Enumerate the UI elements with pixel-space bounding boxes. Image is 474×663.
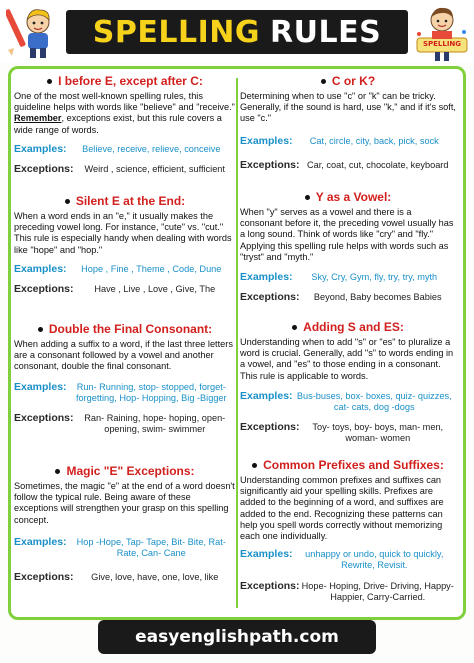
- exceptions-row: Exceptions: Have , Live , Love , Give, The: [14, 283, 216, 296]
- examples-row: Examples: Run- Running, stop- stopped, forget- forgetting, Hop- Hopping, Big -Bigger: [14, 380, 227, 403]
- rule-description: One of the most well-known spelling rules, this guideline helps with words like "believe" and "receive." Remember, exceptions exist, but this rule covers a wide range of words.: [14, 91, 235, 135]
- header: [0, 0, 474, 62]
- bullet-icon: [47, 79, 52, 84]
- rule-description: Determining when to use "c" or "k" can be tricky. Generally, if the sound is hard, use "k," and if it's soft, use "c.": [240, 91, 456, 124]
- rule-double-final-consonant: [14, 322, 236, 435]
- title-part2: RULES: [270, 14, 382, 50]
- exceptions-row: Exceptions: Toy- toys, boy- boys, man- men, woman- women: [240, 421, 444, 444]
- exceptions-row: Exceptions: Weird , science, efficient, sufficient: [14, 163, 225, 176]
- rule-c-or-k: [240, 74, 456, 171]
- rule-description: Sometimes, the magic "e" at the end of a word doesn't follow the typical rule. Being aware of these exceptions will strengthen your grasp on this spelling concept.: [14, 481, 235, 525]
- bullet-icon: [65, 199, 70, 204]
- rule-prefixes-suffixes: [240, 458, 456, 603]
- bullet-icon: [305, 195, 310, 200]
- examples-row: Examples: Believe, receive, relieve, conceive: [14, 142, 221, 155]
- rule-silent-e: [14, 194, 236, 295]
- title-banner: [66, 10, 408, 54]
- column-divider: [236, 78, 238, 608]
- child-with-sign-illustration: [414, 4, 470, 62]
- sign-caption: SPELLING: [422, 40, 462, 48]
- examples-row: Examples: Hope , Fine , Theme , Code, Dune: [14, 262, 222, 275]
- rule-i-before-e: [14, 74, 236, 175]
- rule-heading: Magic "E" Exceptions:: [14, 464, 236, 478]
- rule-heading: I before E, except after C:: [14, 74, 236, 88]
- examples-row: Examples: Cat, circle, city, back, pick, sock: [240, 134, 439, 147]
- rule-heading: Y as a Vowel:: [240, 190, 456, 204]
- bullet-icon: [55, 469, 60, 474]
- exceptions-row: Exceptions: Hope- Hoping, Drive- Driving, Happy- Happier, Carry-Carried.: [240, 579, 454, 602]
- rule-heading: Silent E at the End:: [14, 194, 236, 208]
- site-link[interactable]: easyenglishpath.com: [135, 627, 339, 647]
- rule-y-as-vowel: [240, 190, 456, 303]
- rule-description: When a word ends in an "e," it usually makes the preceding vowel long. For instance, "cute" vs. "cut." This rule is especially handy when dealing with words like "hope" and "hop.": [14, 211, 232, 255]
- title-part1: SPELLING: [92, 14, 261, 50]
- rule-adding-s-es: [240, 320, 456, 445]
- examples-row: Examples: Sky, Cry, Gym, fly, try, try, myth: [240, 271, 438, 284]
- rule-heading: C or K?: [240, 74, 456, 88]
- rule-description: When "y" serves as a vowel and there is a consonant before it, the preceding vowel usually has a long sound. Think of words like "cry" and "fly." Applying this spelling rule helps with words such as "tryst" and "myth.": [240, 207, 454, 262]
- bullet-icon: [321, 79, 326, 84]
- exceptions-row: Exceptions: Ran- Raining, hope- hoping, open- opening, swim- swimmer: [14, 412, 226, 435]
- child-with-pencil-illustration: [6, 4, 62, 60]
- bullet-icon: [292, 325, 297, 330]
- rule-heading: Adding S and ES:: [240, 320, 456, 334]
- exceptions-row: Exceptions: Beyond, Baby becomes Babies: [240, 291, 442, 304]
- bullet-icon: [252, 463, 257, 468]
- footer-banner: [98, 620, 376, 654]
- examples-row: Examples: unhappy or undo, quick to quickly, Rewrite, Revisit.: [240, 548, 444, 571]
- rule-description: Understanding common prefixes and suffixes can significantly aid your spelling skills. Prefixes are added to the beginning of a word, and suffixes are added to the end. Recognizing these patterns can help you spell words correctly without memorizing each one individually.: [240, 475, 444, 542]
- rule-heading: Double the Final Consonant:: [14, 322, 236, 336]
- examples-row: Examples: Bus-buses, box- boxes, quiz- quizzes, cat- cats, dog -dogs: [240, 389, 452, 413]
- rule-description: Understanding when to add "s" or "es" to pluralize a word is crucial. Generally, add "s" to words ending in a vowel, and "es" to those ending in a consonant. This rule is applicable to words.: [240, 337, 454, 381]
- rule-heading: Common Prefixes and Suffixes:: [240, 458, 456, 472]
- exceptions-row: Exceptions: Car, coat, cut, chocolate, keyboard: [240, 158, 449, 171]
- rule-description: When adding a suffix to a word, if the last three letters are a consonant followed by a vowel and another consonant, double the final consonant.: [14, 339, 233, 372]
- rule-magic-e-exceptions: [14, 464, 236, 583]
- exceptions-row: Exceptions: Give, love, have, one, love, like: [14, 571, 219, 584]
- examples-row: Examples: Hop -Hope, Tap- Tape, Bit- Bite, Rat- Rate, Can- Cane: [14, 535, 226, 559]
- bullet-icon: [38, 327, 43, 332]
